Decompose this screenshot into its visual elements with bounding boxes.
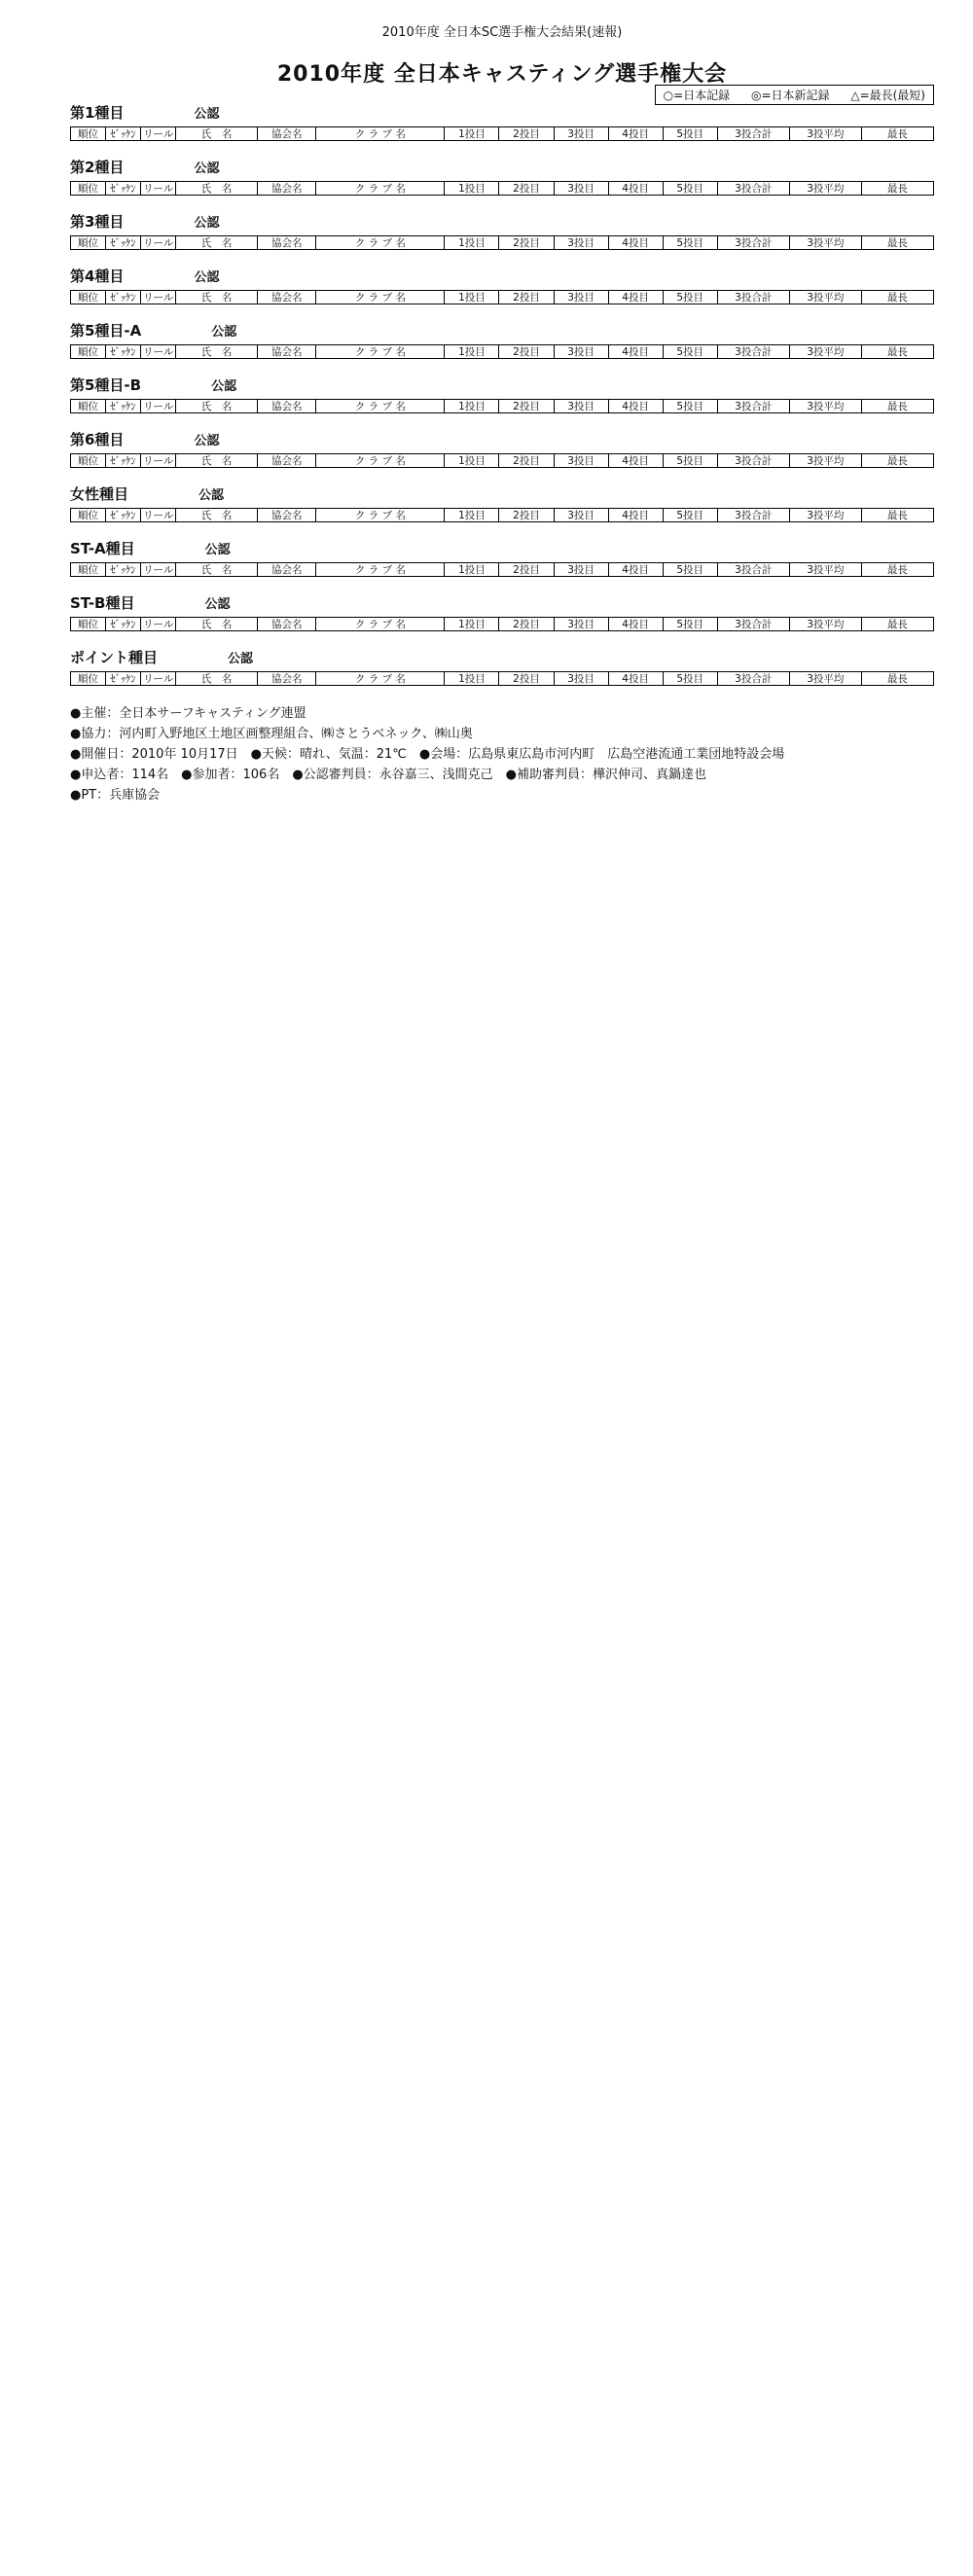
column-header: 氏 名 (176, 127, 258, 141)
column-header: 3投合計 (717, 400, 789, 413)
column-header: 2投目 (499, 509, 554, 522)
column-header: 氏 名 (176, 236, 258, 250)
authorized-label: 公認 (194, 270, 220, 285)
column-header: 3投平均 (789, 454, 861, 468)
section-heading (70, 266, 934, 286)
column-header: 氏 名 (176, 291, 258, 304)
column-header: 3投目 (554, 618, 608, 631)
authorized-label: 公認 (198, 488, 225, 503)
column-header: 協会名 (258, 509, 316, 522)
section (70, 211, 934, 250)
section (70, 266, 934, 304)
authorized-label: 公認 (194, 216, 220, 231)
column-header: ｾﾞｯｹﾝ (106, 400, 141, 413)
column-header: 1投目 (445, 618, 499, 631)
column-header: 3投平均 (789, 563, 861, 577)
column-header: 3投目 (554, 672, 608, 686)
column-header: 3投平均 (789, 618, 861, 631)
column-header: 最長 (861, 236, 933, 250)
column-header: 4投目 (608, 127, 663, 141)
column-header: 3投平均 (789, 400, 861, 413)
event-footer (70, 703, 934, 805)
column-header: 順位 (71, 618, 106, 631)
column-header: 3投合計 (717, 509, 789, 522)
section-heading (70, 429, 934, 449)
section (70, 483, 934, 522)
section-heading (70, 211, 934, 232)
footer-line: ●申込者：114名 ●参加者：106名 ●公認審判員：永谷嘉三、浅間克己 ●補助審判員：樺沢伸司、真鍋達也 (70, 768, 706, 782)
column-header: ｾﾞｯｹﾝ (106, 454, 141, 468)
column-header: 順位 (71, 127, 106, 141)
column-header: 3投平均 (789, 182, 861, 196)
column-header: 1投目 (445, 345, 499, 359)
column-header: 5投目 (663, 509, 717, 522)
column-header: 順位 (71, 182, 106, 196)
column-header: 5投目 (663, 563, 717, 577)
footer-line: ●主催：全日本サーフキャスティング連盟 (70, 706, 306, 721)
section-name: 第5種目-A (70, 322, 142, 340)
results-table (70, 235, 934, 250)
column-header: 氏 名 (176, 563, 258, 577)
column-header: 最長 (861, 127, 933, 141)
column-header: 最長 (861, 454, 933, 468)
authorized-label: 公認 (204, 597, 231, 612)
column-header: 3投合計 (717, 236, 789, 250)
column-header: リール (141, 672, 176, 686)
column-header: 順位 (71, 509, 106, 522)
column-header: 3投合計 (717, 127, 789, 141)
footer-line: ●協力：河内町入野地区土地区画整理組合、㈱さとうベネック、㈱山奥 (70, 727, 473, 741)
results-table (70, 344, 934, 359)
column-header: 1投目 (445, 400, 499, 413)
column-header: リール (141, 563, 176, 577)
column-header: 1投目 (445, 127, 499, 141)
title-row (70, 57, 934, 102)
column-header: 3投平均 (789, 127, 861, 141)
results-table (70, 562, 934, 577)
column-header: 2投目 (499, 400, 554, 413)
results-table (70, 399, 934, 413)
column-header: 5投目 (663, 127, 717, 141)
header-row (71, 236, 934, 250)
column-header: リール (141, 182, 176, 196)
column-header: 協会名 (258, 672, 316, 686)
section (70, 320, 934, 359)
column-header: 4投目 (608, 672, 663, 686)
legend-longest: △=最長(最短) (850, 89, 925, 102)
section (70, 647, 934, 686)
column-header: 3投目 (554, 291, 608, 304)
section-heading (70, 320, 934, 340)
column-header: 氏 名 (176, 672, 258, 686)
section (70, 429, 934, 468)
column-header: 氏 名 (176, 400, 258, 413)
column-header: リール (141, 291, 176, 304)
column-header: 協会名 (258, 618, 316, 631)
header-row (71, 127, 934, 141)
column-header: 順位 (71, 291, 106, 304)
column-header: ク ラ ブ 名 (316, 509, 445, 522)
header-row (71, 182, 934, 196)
authorized-label: 公認 (194, 434, 220, 448)
section-name: 第3種目 (70, 213, 125, 231)
column-header: ｾﾞｯｹﾝ (106, 509, 141, 522)
column-header: 氏 名 (176, 182, 258, 196)
column-header: 5投目 (663, 236, 717, 250)
column-header: 2投目 (499, 127, 554, 141)
column-header: 最長 (861, 509, 933, 522)
legend-new-japan-record: ◎=日本新記録 (750, 89, 830, 102)
column-header: リール (141, 127, 176, 141)
section-name: 第2種目 (70, 159, 125, 176)
column-header: 順位 (71, 236, 106, 250)
authorized-label: 公認 (194, 107, 220, 122)
results-table (70, 290, 934, 304)
footer-line: ●PT：兵庫協会 (70, 788, 161, 803)
results-table (70, 671, 934, 686)
header-row (71, 618, 934, 631)
column-header: 1投目 (445, 672, 499, 686)
column-header: 2投目 (499, 563, 554, 577)
column-header: 氏 名 (176, 454, 258, 468)
column-header: 協会名 (258, 236, 316, 250)
section (70, 592, 934, 631)
header-row (71, 345, 934, 359)
column-header: ｾﾞｯｹﾝ (106, 618, 141, 631)
column-header: リール (141, 236, 176, 250)
column-header: リール (141, 400, 176, 413)
section-name: 第6種目 (70, 431, 125, 448)
column-header: ク ラ ブ 名 (316, 345, 445, 359)
column-header: ク ラ ブ 名 (316, 127, 445, 141)
column-header: 4投目 (608, 509, 663, 522)
authorized-label: 公認 (228, 652, 254, 666)
column-header: 3投合計 (717, 672, 789, 686)
column-header: 2投目 (499, 672, 554, 686)
section-name: ST-B種目 (70, 594, 135, 612)
column-header: 3投合計 (717, 345, 789, 359)
column-header: 5投目 (663, 182, 717, 196)
column-header: 2投目 (499, 182, 554, 196)
column-header: ク ラ ブ 名 (316, 182, 445, 196)
column-header: 3投目 (554, 345, 608, 359)
column-header: 5投目 (663, 672, 717, 686)
section-name: ST-A種目 (70, 540, 135, 557)
column-header: 3投目 (554, 454, 608, 468)
column-header: ク ラ ブ 名 (316, 291, 445, 304)
column-header: 1投目 (445, 182, 499, 196)
column-header: 2投目 (499, 291, 554, 304)
column-header: ク ラ ブ 名 (316, 236, 445, 250)
column-header: 4投目 (608, 454, 663, 468)
section (70, 375, 934, 413)
column-header: ｾﾞｯｹﾝ (106, 291, 141, 304)
column-header: 3投目 (554, 563, 608, 577)
section-heading (70, 592, 934, 613)
column-header: ク ラ ブ 名 (316, 672, 445, 686)
header-row (71, 454, 934, 468)
section (70, 157, 934, 196)
column-header: 3投合計 (717, 291, 789, 304)
column-header: 最長 (861, 291, 933, 304)
authorized-label: 公認 (204, 543, 231, 557)
section-name: 第1種目 (70, 104, 125, 122)
results-table (70, 126, 934, 141)
column-header: 3投目 (554, 127, 608, 141)
section (70, 538, 934, 577)
footer-line: ●開催日：2010年 10月17日 ●天候：晴れ、気温：21℃ ●会場：広島県東広島市河内町 広島空港流通工業団地特設会場 (70, 747, 785, 762)
record-legend (655, 85, 934, 105)
section-heading (70, 647, 934, 667)
column-header: 協会名 (258, 127, 316, 141)
legend-japan-record: ○=日本記録 (663, 89, 731, 102)
column-header: 協会名 (258, 400, 316, 413)
column-header: ｾﾞｯｹﾝ (106, 563, 141, 577)
document-title: 2010年度 全日本キャスティング選手権大会 (276, 62, 728, 87)
section-heading (70, 157, 934, 177)
column-header: 3投目 (554, 182, 608, 196)
column-header: 順位 (71, 454, 106, 468)
column-header: 氏 名 (176, 618, 258, 631)
column-header: 4投目 (608, 400, 663, 413)
column-header: 3投平均 (789, 291, 861, 304)
column-header: ｾﾞｯｹﾝ (106, 345, 141, 359)
header-row (71, 291, 934, 304)
column-header: 4投目 (608, 182, 663, 196)
authorized-label: 公認 (211, 325, 237, 340)
authorized-label: 公認 (211, 379, 237, 394)
column-header: 5投目 (663, 291, 717, 304)
section (70, 102, 934, 141)
section-name: 第4種目 (70, 268, 125, 285)
column-header: ク ラ ブ 名 (316, 563, 445, 577)
column-header: ｾﾞｯｹﾝ (106, 182, 141, 196)
column-header: 3投合計 (717, 618, 789, 631)
column-header: 最長 (861, 672, 933, 686)
column-header: 2投目 (499, 345, 554, 359)
column-header: 氏 名 (176, 345, 258, 359)
document-supertitle: 2010年度 全日本SC選手権大会結果(速報) (381, 25, 623, 40)
column-header: 協会名 (258, 291, 316, 304)
section-name: ポイント種目 (70, 649, 159, 666)
section-name: 女性種目 (70, 485, 129, 503)
column-header: 3投合計 (717, 182, 789, 196)
column-header: 3投合計 (717, 454, 789, 468)
column-header: リール (141, 345, 176, 359)
column-header: ク ラ ブ 名 (316, 618, 445, 631)
column-header: 1投目 (445, 563, 499, 577)
results-table (70, 453, 934, 468)
results-table (70, 508, 934, 522)
column-header: 順位 (71, 672, 106, 686)
column-header: 2投目 (499, 618, 554, 631)
column-header: 最長 (861, 345, 933, 359)
column-header: 5投目 (663, 400, 717, 413)
column-header: 1投目 (445, 291, 499, 304)
column-header: ク ラ ブ 名 (316, 454, 445, 468)
column-header: 1投目 (445, 509, 499, 522)
column-header: 協会名 (258, 563, 316, 577)
column-header: 3投平均 (789, 672, 861, 686)
column-header: 最長 (861, 400, 933, 413)
column-header: 3投合計 (717, 563, 789, 577)
column-header: 3投平均 (789, 236, 861, 250)
column-header: 3投目 (554, 236, 608, 250)
results-table (70, 181, 934, 196)
section-heading (70, 375, 934, 395)
results-table (70, 617, 934, 631)
column-header: 1投目 (445, 454, 499, 468)
column-header: 4投目 (608, 236, 663, 250)
column-header: 協会名 (258, 182, 316, 196)
column-header: 3投平均 (789, 509, 861, 522)
section-heading (70, 102, 934, 123)
column-header: リール (141, 618, 176, 631)
column-header: 協会名 (258, 454, 316, 468)
column-header: リール (141, 509, 176, 522)
column-header: 3投平均 (789, 345, 861, 359)
section-name: 第5種目-B (70, 376, 142, 394)
header-row (71, 509, 934, 522)
column-header: ｾﾞｯｹﾝ (106, 127, 141, 141)
column-header: 最長 (861, 182, 933, 196)
column-header: 5投目 (663, 454, 717, 468)
column-header: 順位 (71, 563, 106, 577)
column-header: 順位 (71, 400, 106, 413)
column-header: 順位 (71, 345, 106, 359)
column-header: 3投目 (554, 400, 608, 413)
column-header: 5投目 (663, 345, 717, 359)
column-header: 最長 (861, 563, 933, 577)
column-header: 3投目 (554, 509, 608, 522)
column-header: ク ラ ブ 名 (316, 400, 445, 413)
header-row (71, 563, 934, 577)
column-header: リール (141, 454, 176, 468)
section-heading (70, 483, 934, 504)
header-row (71, 400, 934, 413)
column-header: ｾﾞｯｹﾝ (106, 672, 141, 686)
column-header: 4投目 (608, 291, 663, 304)
column-header: 2投目 (499, 454, 554, 468)
header-row (71, 672, 934, 686)
column-header: 4投目 (608, 618, 663, 631)
column-header: 2投目 (499, 236, 554, 250)
column-header: 氏 名 (176, 509, 258, 522)
authorized-label: 公認 (194, 161, 220, 176)
column-header: 4投目 (608, 563, 663, 577)
results-sections (70, 102, 934, 686)
column-header: 協会名 (258, 345, 316, 359)
column-header: ｾﾞｯｹﾝ (106, 236, 141, 250)
section-heading (70, 538, 934, 558)
column-header: 最長 (861, 618, 933, 631)
column-header: 4投目 (608, 345, 663, 359)
column-header: 1投目 (445, 236, 499, 250)
column-header: 5投目 (663, 618, 717, 631)
